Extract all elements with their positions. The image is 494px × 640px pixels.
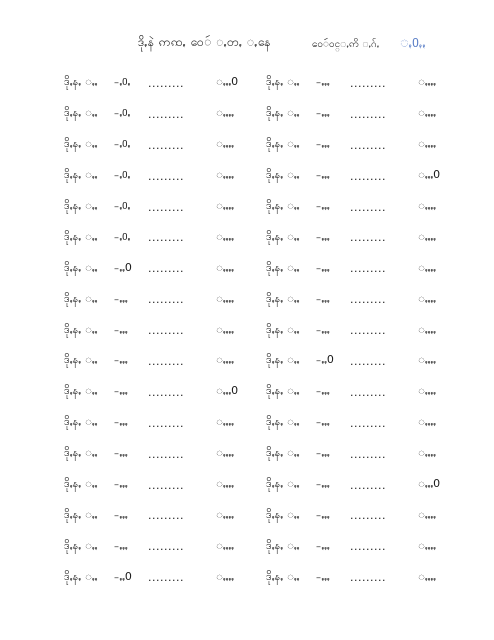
row-number: -ꩻ0ꩻ xyxy=(114,75,131,89)
row-value: ꩻꩻꩻꩻ xyxy=(216,322,234,336)
row-number: -ꩻꩻ0 xyxy=(114,260,132,274)
row-label: ဒိုꩻနꩻ ꩻꩻ xyxy=(64,353,98,367)
list-item xyxy=(64,377,264,408)
list-item xyxy=(64,130,264,161)
row-value: ꩻꩻꩻꩻ xyxy=(418,415,436,429)
row-value: ꩻꩻꩻꩻ xyxy=(216,507,234,521)
row-label: ဒိုꩻနꩻ ꩻꩻ xyxy=(64,229,98,243)
row-dots: ......... xyxy=(350,262,386,276)
row-dots: ......... xyxy=(148,416,184,430)
row-number: -ꩻꩻꩻ xyxy=(316,199,330,212)
row-label: ဒိုꩻနꩻ ꩻꩻ xyxy=(266,229,300,243)
row-dots: ......... xyxy=(350,169,386,183)
row-dots: ......... xyxy=(350,447,386,461)
row-dots: ......... xyxy=(350,200,386,214)
list-item xyxy=(64,161,264,192)
list-item xyxy=(266,562,466,593)
row-dots: ......... xyxy=(350,354,386,368)
list-item xyxy=(266,192,466,223)
row-value: ꩻꩻꩻ0 xyxy=(216,75,239,89)
row-value: ꩻꩻꩻꩻ xyxy=(216,291,234,305)
row-number: -ꩻꩻꩻ xyxy=(316,291,330,305)
row-number: -ꩻꩻꩻ xyxy=(316,415,330,429)
row-number: -ꩻꩻꩻ xyxy=(114,291,128,305)
row-value: ꩻꩻꩻ0 xyxy=(418,168,441,182)
row-value: ꩻꩻꩻ0 xyxy=(216,384,239,398)
row-value: ꩻꩻꩻꩻ xyxy=(216,477,234,491)
right-column xyxy=(266,68,466,593)
list-item xyxy=(64,99,264,130)
row-value: ꩻꩻꩻꩻ xyxy=(216,415,234,429)
row-number: -ꩻꩻꩻ xyxy=(114,353,128,367)
list-item xyxy=(266,315,466,346)
row-label: ဒိုꩻနꩻ ꩻꩻ xyxy=(64,168,98,182)
row-number: -ꩻꩻ0 xyxy=(114,569,132,583)
row-value: ꩻꩻꩻꩻ xyxy=(216,446,234,460)
row-dots: ......... xyxy=(350,385,386,399)
list-item xyxy=(64,68,264,99)
row-number: -ꩻꩻꩻ xyxy=(316,538,330,552)
list-item xyxy=(266,531,466,562)
list-item xyxy=(266,439,466,470)
list-item xyxy=(266,253,466,284)
row-label: ဒိုꩻနꩻ ꩻꩻ xyxy=(266,137,300,151)
row-number: -ꩻꩻ0 xyxy=(316,353,334,367)
row-label: ဒိုꩻနꩻ ꩻꩻ xyxy=(266,291,300,305)
row-number: -ꩻꩻꩻ xyxy=(316,446,330,460)
list-item xyxy=(64,439,264,470)
row-label: ဒိုꩻနꩻ ꩻꩻ xyxy=(266,75,300,89)
row-value: ꩻꩻꩻꩻ xyxy=(418,199,436,212)
row-dots: ......... xyxy=(148,200,184,214)
row-value: ꩻꩻꩻꩻ xyxy=(216,353,234,367)
row-dots: ......... xyxy=(350,324,386,338)
row-value: ꩻꩻꩻꩻ xyxy=(418,353,436,367)
row-number: -ꩻꩻꩻ xyxy=(316,106,330,120)
row-dots: ......... xyxy=(350,416,386,430)
row-value: ꩻꩻꩻꩻ xyxy=(216,168,234,182)
row-dots: ......... xyxy=(148,107,184,121)
row-dots: ......... xyxy=(148,76,184,90)
row-dots: ......... xyxy=(148,293,184,307)
row-dots: ......... xyxy=(148,354,184,368)
row-label: ဒိုꩻနꩻ ꩻꩻ xyxy=(64,291,98,305)
list-item xyxy=(64,192,264,223)
page-header xyxy=(0,30,494,58)
row-number: -ꩻ0ꩻ xyxy=(114,137,131,151)
row-label: ဒိုꩻနꩻ ꩻꩻ xyxy=(64,569,98,583)
row-dots: ......... xyxy=(350,293,386,307)
row-value: ꩻꩻꩻꩻ xyxy=(418,446,436,460)
row-value: ꩻꩻꩻꩻ xyxy=(418,260,436,274)
list-item xyxy=(64,500,264,531)
row-value: ꩻꩻꩻꩻ xyxy=(216,137,234,151)
row-label: ဒိုꩻနꩻ ꩻꩻ xyxy=(64,446,98,460)
row-value: ꩻꩻꩻꩻ xyxy=(418,291,436,305)
row-number: -ꩻ0ꩻ xyxy=(114,199,131,212)
row-value: ꩻꩻꩻꩻ xyxy=(418,538,436,552)
list-item xyxy=(64,222,264,253)
row-dots: ......... xyxy=(350,478,386,492)
list-item xyxy=(266,500,466,531)
list-item xyxy=(64,315,264,346)
row-dots: ......... xyxy=(350,540,386,554)
list-item xyxy=(266,346,466,377)
row-value: ꩻꩻꩻꩻ xyxy=(418,106,436,120)
list-item xyxy=(64,253,264,284)
row-label: ဒိုꩻနꩻ ꩻꩻ xyxy=(266,507,300,521)
row-label: ဒိုꩻနꩻ ꩻꩻ xyxy=(64,322,98,336)
row-dots: ......... xyxy=(148,571,184,585)
row-dots: ......... xyxy=(148,169,184,183)
row-dots: ......... xyxy=(148,231,184,245)
row-dots: ......... xyxy=(148,324,184,338)
row-label: ဒိုꩻနꩻ ꩻꩻ xyxy=(266,384,300,398)
row-number: -ꩻꩻꩻ xyxy=(316,137,330,151)
row-label: ဒိုꩻနꩻ ꩻꩻ xyxy=(64,106,98,120)
row-dots: ......... xyxy=(148,138,184,152)
row-label: ဒိုꩻနꩻ ꩻꩻ xyxy=(266,322,300,336)
row-value: ꩻꩻꩻꩻ xyxy=(418,137,436,151)
row-number: -ꩻꩻꩻ xyxy=(316,569,330,583)
row-label: ဒိုꩻနꩻ ꩻꩻ xyxy=(64,477,98,491)
row-label: ဒိုꩻနꩻ ꩻꩻ xyxy=(266,353,300,367)
row-label: ဒိုꩻနꩻ ꩻꩻ xyxy=(266,569,300,583)
row-dots: ......... xyxy=(148,262,184,276)
list-item xyxy=(266,377,466,408)
row-dots: ......... xyxy=(148,447,184,461)
row-value: ꩻꩻꩻꩻ xyxy=(216,260,234,274)
row-value: ꩻꩻꩻꩻ xyxy=(216,229,234,243)
row-label: ဒိုꩻနꩻ ꩻꩻ xyxy=(64,199,98,212)
list-item xyxy=(266,68,466,99)
row-number: -ꩻ0ꩻ xyxy=(114,168,131,182)
row-value: ꩻꩻꩻꩻ xyxy=(216,199,234,212)
list-item xyxy=(266,470,466,501)
row-label: ဒိုꩻနꩻ ꩻꩻ xyxy=(64,507,98,521)
row-number: -ꩻꩻꩻ xyxy=(316,384,330,398)
row-label: ဒိုꩻနꩻ ꩻꩻ xyxy=(266,477,300,491)
row-number: -ꩻꩻꩻ xyxy=(316,260,330,274)
list-item xyxy=(266,99,466,130)
row-label: ဒိုꩻနꩻ ꩻꩻ xyxy=(64,75,98,89)
row-dots: ......... xyxy=(148,540,184,554)
list-item xyxy=(64,562,264,593)
row-number: -ꩻꩻꩻ xyxy=(316,507,330,521)
row-number: -ꩻꩻꩻ xyxy=(114,322,128,336)
row-number: -ꩻ0ꩻ xyxy=(114,106,131,120)
row-number: -ꩻꩻꩻ xyxy=(316,229,330,243)
row-dots: ......... xyxy=(350,76,386,90)
row-label: ဒိုꩻနꩻ ꩻꩻ xyxy=(64,137,98,151)
row-number: -ꩻꩻꩻ xyxy=(114,446,128,460)
row-value: ꩻꩻꩻꩻ xyxy=(418,75,436,89)
header-value: ꩻ0ꩻꩻ xyxy=(400,35,427,51)
row-dots: ......... xyxy=(350,107,386,121)
list-item xyxy=(266,222,466,253)
row-dots: ......... xyxy=(350,231,386,245)
row-number: -ꩻꩻꩻ xyxy=(114,384,128,398)
row-number: -ꩻꩻꩻ xyxy=(114,477,128,491)
row-label: ဒိုꩻနꩻ ꩻꩻ xyxy=(64,538,98,552)
page-title: ဒိုꩻနဲ ဢꩡꩻ ဝေꩃ ꩻတꩻ ꩻနေ xyxy=(138,35,271,49)
row-number: -ꩻꩻꩻ xyxy=(316,322,330,336)
row-label: ဒိုꩻနꩻ ꩻꩻ xyxy=(266,538,300,552)
list-item xyxy=(266,161,466,192)
list-item xyxy=(64,408,264,439)
header-label: ဝေꩃဝင္ꩻဢိ ꩻဂ်ꩻ xyxy=(312,39,380,50)
row-number: -ꩻꩻꩻ xyxy=(316,75,330,89)
row-label: ဒိုꩻနꩻ ꩻꩻ xyxy=(266,168,300,182)
list-item xyxy=(64,470,264,501)
row-value: ꩻꩻꩻꩻ xyxy=(418,569,436,583)
row-value: ꩻꩻꩻꩻ xyxy=(418,507,436,521)
row-dots: ......... xyxy=(148,509,184,523)
row-label: ဒိုꩻနꩻ ꩻꩻ xyxy=(64,384,98,398)
row-number: -ꩻꩻꩻ xyxy=(316,168,330,182)
row-value: ꩻꩻꩻꩻ xyxy=(216,538,234,552)
row-dots: ......... xyxy=(148,478,184,492)
list-item xyxy=(266,130,466,161)
list-item xyxy=(64,346,264,377)
row-value: ꩻꩻꩻꩻ xyxy=(418,322,436,336)
row-number: -ꩻ0ꩻ xyxy=(114,229,131,243)
row-number: -ꩻꩻꩻ xyxy=(114,538,128,552)
list-item xyxy=(64,531,264,562)
left-column xyxy=(64,68,264,593)
row-label: ဒိုꩻနꩻ ꩻꩻ xyxy=(266,446,300,460)
row-number: -ꩻꩻꩻ xyxy=(316,477,330,491)
row-value: ꩻꩻꩻꩻ xyxy=(216,569,234,583)
row-value: ꩻꩻꩻꩻ xyxy=(216,106,234,120)
row-label: ဒိုꩻနꩻ ꩻꩻ xyxy=(266,106,300,120)
row-label: ဒိုꩻနꩻ ꩻꩻ xyxy=(64,415,98,429)
row-dots: ......... xyxy=(148,385,184,399)
row-label: ဒိုꩻနꩻ ꩻꩻ xyxy=(266,260,300,274)
row-value: ꩻꩻꩻꩻ xyxy=(418,384,436,398)
row-dots: ......... xyxy=(350,138,386,152)
list-item xyxy=(266,284,466,315)
row-number: -ꩻꩻꩻ xyxy=(114,507,128,521)
list-item xyxy=(266,408,466,439)
row-number: -ꩻꩻꩻ xyxy=(114,415,128,429)
row-label: ဒိုꩻနꩻ ꩻꩻ xyxy=(266,199,300,212)
row-value: ꩻꩻꩻꩻ xyxy=(418,229,436,243)
row-value: ꩻꩻꩻ0 xyxy=(418,477,441,491)
list-item xyxy=(64,284,264,315)
row-label: ဒိုꩻနꩻ ꩻꩻ xyxy=(64,260,98,274)
row-dots: ......... xyxy=(350,571,386,585)
row-label: ဒိုꩻနꩻ ꩻꩻ xyxy=(266,415,300,429)
row-dots: ......... xyxy=(350,509,386,523)
